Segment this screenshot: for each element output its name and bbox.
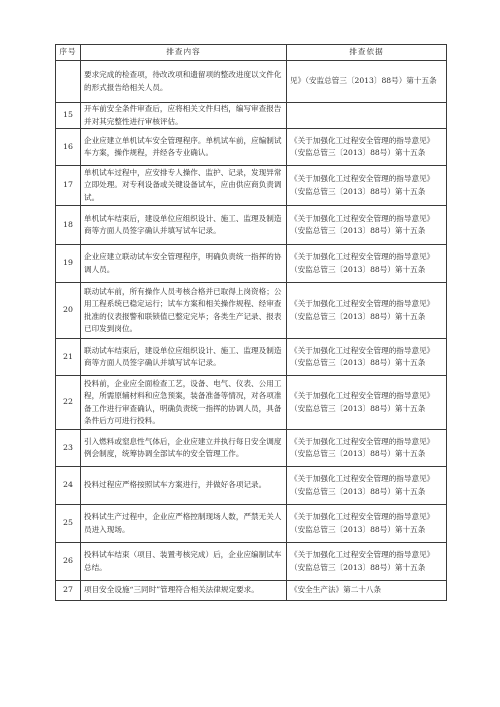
row-number: 26 [56, 543, 81, 581]
row-basis: 《关于加强化工过程安全管理的指导意见》（安监总管三〔2013〕88号）第十五条 [287, 283, 447, 339]
header-number: 序号 [56, 45, 81, 61]
row-basis: 《关于加强化工过程安全管理的指导意见》（安监总管三〔2013〕88号）第十五条 [287, 376, 447, 430]
row-number: 23 [56, 430, 81, 467]
row-content: 单机试车结束后，建设单位应组织设计、施工、监理及制造商等方面人员签字确认并填写试车记录。 [81, 206, 287, 245]
table-row [56, 206, 447, 245]
row-number: 21 [56, 339, 81, 376]
row-content: 投料试车结束（项目、装置考核完成）后，企业应编制试车总结。 [81, 543, 287, 581]
row-content: 要求完成的检查项，待改改项和遗留项的整改进度以文件化的形式报告给相关人员。 [81, 61, 287, 103]
row-basis [287, 103, 447, 129]
row-number: 17 [56, 166, 81, 206]
row-basis: 《安全生产法》第二十八条 [287, 581, 447, 601]
table-row [56, 430, 447, 467]
table-row [56, 505, 447, 543]
row-content: 联动试车前，所有操作人员考核合格并已取得上岗资格；公用工程系统已稳定运行；试车方案和相关操作规程、经审查批准的仪表报警和联锁值已整定完毕；各类生产记录、报表已印发到岗位。 [81, 283, 287, 339]
row-number [56, 61, 81, 103]
header-basis: 排查依据 [287, 45, 447, 61]
row-number: 22 [56, 376, 81, 430]
row-content: 引入燃料或窒息性气体后，企业应建立并执行每日安全调度例会制度，统筹协调全部试车的安全管理工作。 [81, 430, 287, 467]
row-content: 单机试车过程中，应安排专人操作、监护、记录，发现异常立即处理。对专利设备或关键设备试车，应由供应商负责调试。 [81, 166, 287, 206]
table-header-row [56, 45, 447, 61]
row-basis: 见》（安监总管三〔2013〕88号）第十五条 [287, 61, 447, 103]
row-content: 开车前安全条件审查后，应将相关文件归档，编写审查报告并对其完整性进行审核评估。 [81, 103, 287, 129]
table-row [56, 166, 447, 206]
row-basis: 《关于加强化工过程安全管理的指导意见》（安监总管三〔2013〕88号）第十五条 [287, 543, 447, 581]
row-basis: 《关于加强化工过程安全管理的指导意见》（安监总管三〔2013〕88号）第十五条 [287, 129, 447, 166]
row-content: 企业应建立联动试车安全管理程序，明确负责统一指挥的协调人员。 [81, 245, 287, 283]
inspection-table [55, 44, 447, 601]
row-content: 投料前，企业应全面检查工艺，设备、电气、仪表、公用工程，所需原辅材料和应急预案，装备准备等情况，对各项准备工作进行审查确认，明确负责统一指挥的协调人员，具备条件后方可进行投料。 [81, 376, 287, 430]
table-row [56, 339, 447, 376]
row-basis: 《关于加强化工过程安全管理的指导意见》（安监总管三〔2013〕88号）第十五条 [287, 467, 447, 505]
row-number: 19 [56, 245, 81, 283]
row-number: 15 [56, 103, 81, 129]
row-number: 25 [56, 505, 81, 543]
row-number: 27 [56, 581, 81, 601]
row-number: 24 [56, 467, 81, 505]
row-content: 投料过程应严格按照试车方案进行，并做好各项记录。 [81, 467, 287, 505]
row-content: 投料试生产过程中，企业应严格控制现场人数，严禁无关人员进入现场。 [81, 505, 287, 543]
row-basis: 《关于加强化工过程安全管理的指导意见》（安监总管三〔2013〕88号）第十五条 [287, 430, 447, 467]
row-basis: 《关于加强化工过程安全管理的指导意见》（安监总管三〔2013〕88号）第十五条 [287, 206, 447, 245]
row-basis: 《关于加强化工过程安全管理的指导意见》（安监总管三〔2013〕88号）第十五条 [287, 505, 447, 543]
table-row [56, 61, 447, 103]
row-basis: 《关于加强化工过程安全管理的指导意见》（安监总管三〔2013〕88号）第十五条 [287, 339, 447, 376]
row-number: 16 [56, 129, 81, 166]
table-row [56, 129, 447, 166]
table-row [56, 581, 447, 601]
row-basis: 《关于加强化工过程安全管理的指导意见》（安监总管三〔2013〕88号）第十五条 [287, 166, 447, 206]
row-content: 联动试车结束后，建设单位应组织设计、施工、监理及制造商等方面人员签字确认并填写试车记录。 [81, 339, 287, 376]
table-row [56, 376, 447, 430]
header-content: 排查内容 [81, 45, 287, 61]
table-row [56, 283, 447, 339]
table-row [56, 103, 447, 129]
table-row [56, 245, 447, 283]
row-basis: 《关于加强化工过程安全管理的指导意见》（安监总管三〔2013〕88号）第十五条 [287, 245, 447, 283]
row-content: 企业应建立单机试车安全管理程序。单机试车前，应编制试车方案，操作规程，并经各专业确认。 [81, 129, 287, 166]
table-row [56, 467, 447, 505]
row-content: 项目安全设施“三同时”管理符合相关法律规定要求。 [81, 581, 287, 601]
table-row [56, 543, 447, 581]
row-number: 20 [56, 283, 81, 339]
row-number: 18 [56, 206, 81, 245]
